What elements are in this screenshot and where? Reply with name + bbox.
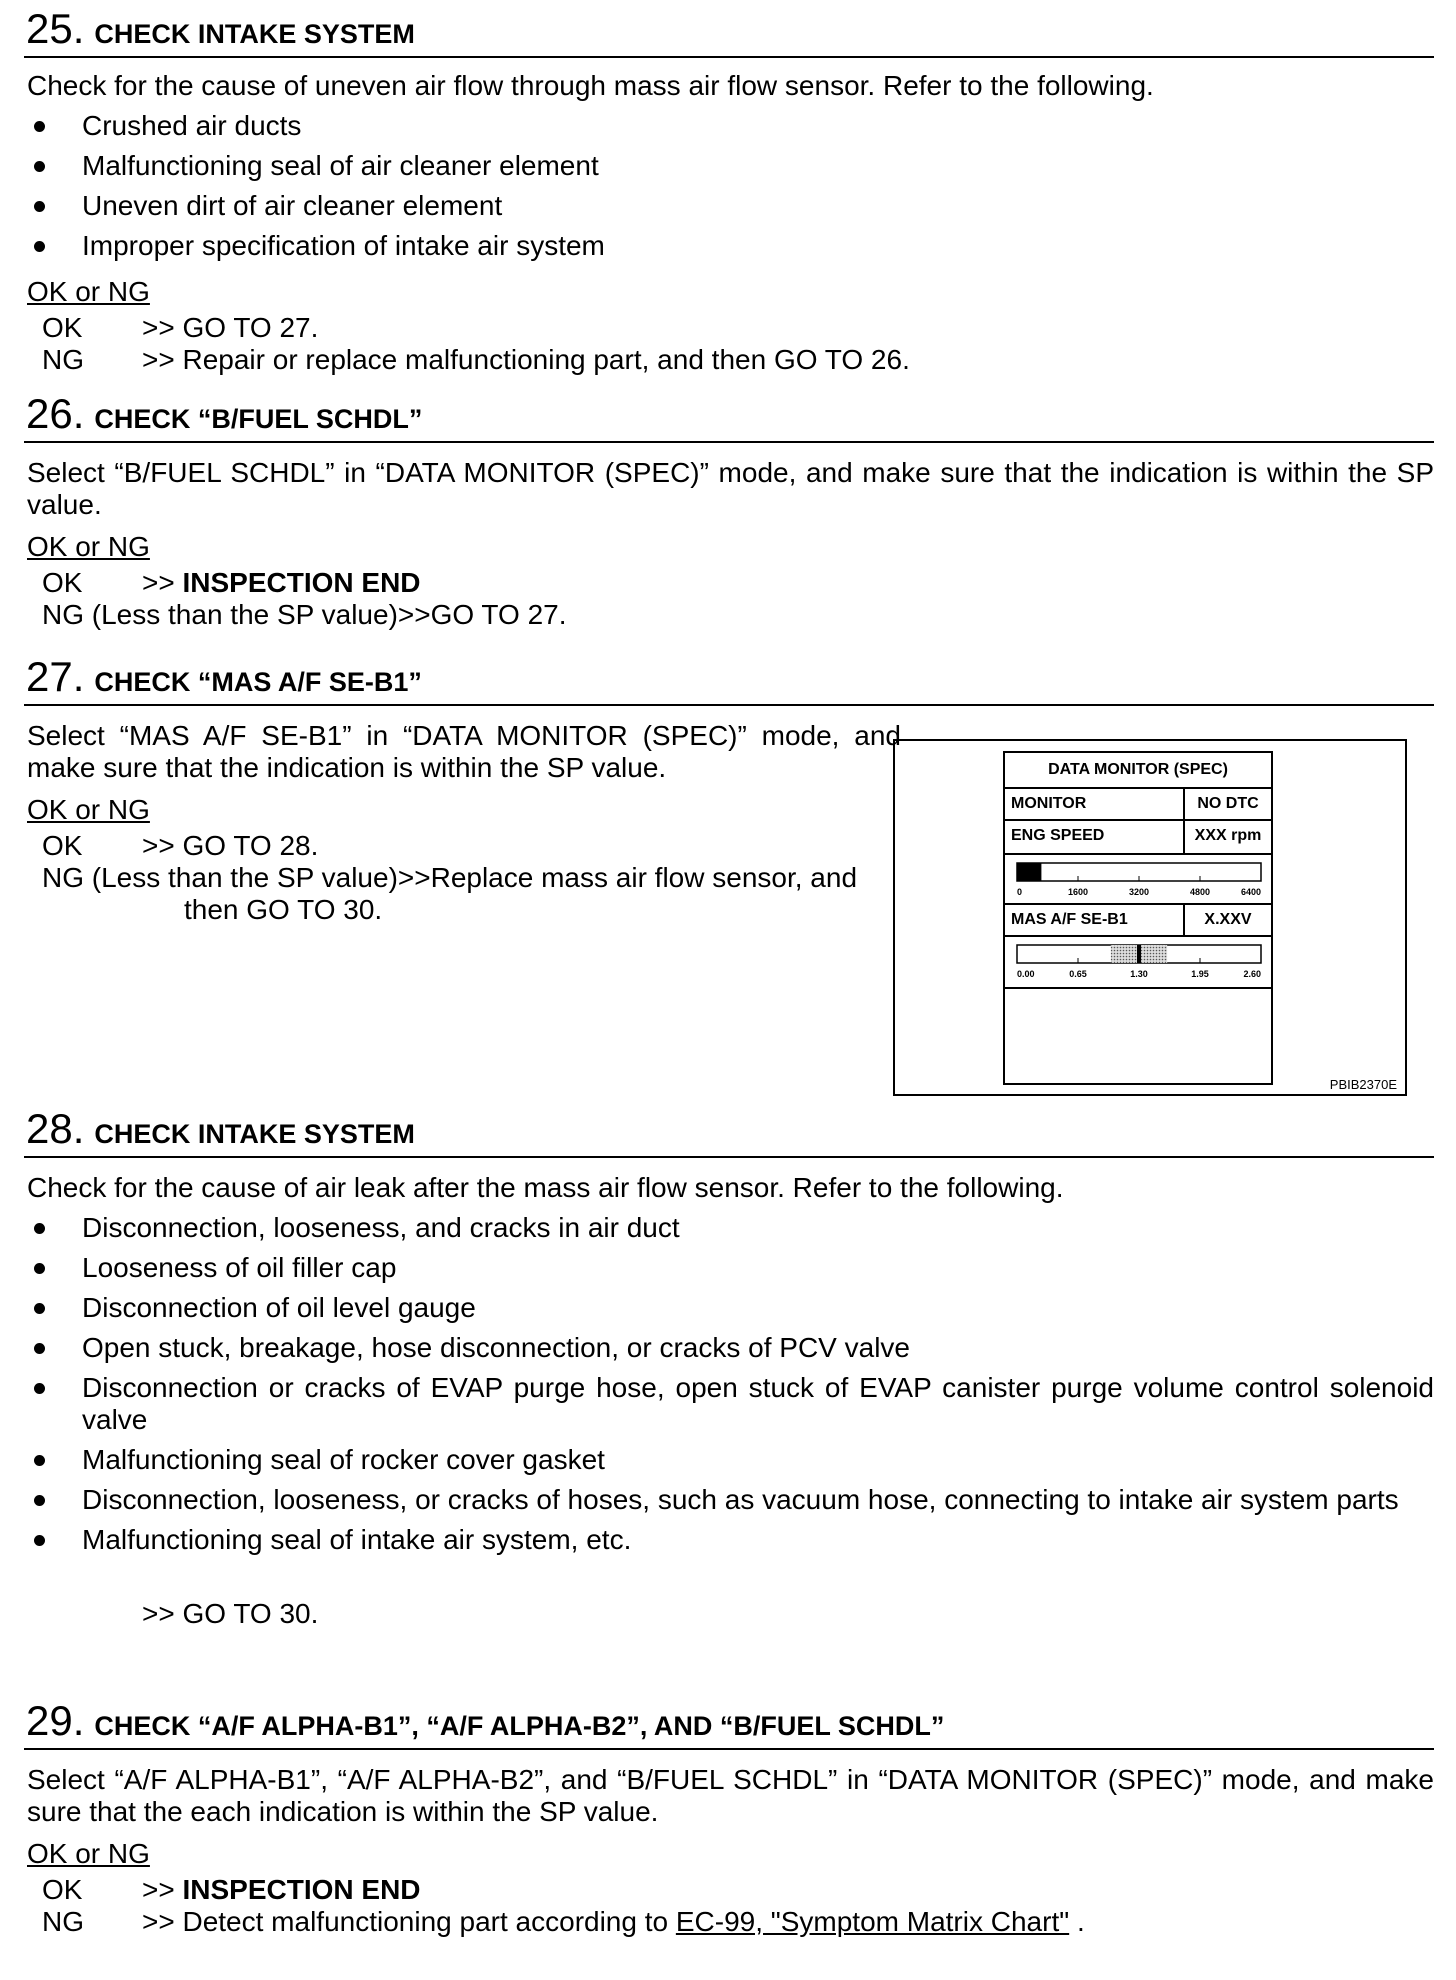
mas-af-gauge <box>1005 937 1271 989</box>
bullet-icon <box>34 1303 45 1314</box>
gauge-tick-label: 1600 <box>1067 887 1089 897</box>
ok-ng-label: OK or NG <box>27 276 150 307</box>
eng-speed-gauge <box>1005 853 1271 905</box>
bullet-icon <box>34 241 45 252</box>
ng-result: NG (Less than the SP value)>>Replace mass air flow sensor, and <box>42 862 858 893</box>
step-intro: Select “B/FUEL SCHDL” in “DATA MONITOR (SPEC)” mode, and make sure that the indication is within the SP value. <box>27 457 1434 520</box>
step-title: CHECK INTAKE SYSTEM <box>94 19 415 49</box>
bullet-icon <box>34 201 45 212</box>
list-item: Open stuck, breakage, hose disconnection, or cracks of PCV valve <box>27 1332 1434 1364</box>
step-25 <box>24 0 1434 376</box>
step-intro: Check for the cause of air leak after the mass air flow sensor. Refer to the following. <box>27 1172 1064 1203</box>
gauge-tick-label: 0.65 <box>1069 969 1087 979</box>
monitor-row: ENG SPEED XXX rpm <box>1005 821 1271 853</box>
bullet-icon <box>34 1223 45 1234</box>
ng-result: NG (Less than the SP value)>>GO TO 27. <box>42 599 567 630</box>
list-item: Malfunctioning seal of rocker cover gasket <box>27 1444 1434 1476</box>
list-item: Looseness of oil filler cap <box>27 1252 1434 1284</box>
step-header <box>24 1692 1434 1750</box>
ok-result: OK >> INSPECTION END <box>42 1874 421 1905</box>
list-item: Crushed air ducts <box>27 110 1434 142</box>
step-header <box>24 648 1434 706</box>
step-number: 29. <box>26 1697 85 1744</box>
step-title: CHECK “A/F ALPHA-B1”, “A/F ALPHA-B2”, AND “B/FUEL SCHDL” <box>94 1711 945 1741</box>
bullet-icon <box>34 1455 45 1466</box>
monitor-header: DATA MONITOR (SPEC) <box>1005 753 1271 789</box>
list-item: Disconnection, looseness, or cracks of hoses, such as vacuum hose, connecting to intake air system parts <box>27 1484 1434 1516</box>
list-item: Disconnection, looseness, and cracks in air duct <box>27 1212 1434 1244</box>
bullet-icon <box>34 121 45 132</box>
list-item: Disconnection or cracks of EVAP purge hose, open stuck of EVAP canister purge volume control solenoid valve <box>27 1372 1434 1436</box>
list-item: Uneven dirt of air cleaner element <box>27 190 1434 222</box>
step-number: 28. <box>26 1105 85 1152</box>
step-title: CHECK “B/FUEL SCHDL” <box>94 404 423 434</box>
ok-ng-label: OK or NG <box>27 531 150 562</box>
step-intro: Check for the cause of uneven air flow through mass air flow sensor. Refer to the following. <box>27 70 1154 101</box>
step-number: 27. <box>26 653 85 700</box>
list-item: Malfunctioning seal of intake air system, etc. <box>27 1524 1434 1556</box>
step-28 <box>24 1100 1434 1630</box>
gauge-tick-label: 4800 <box>1189 887 1211 897</box>
gauge-tick-label: 2.60 <box>1243 969 1261 979</box>
data-monitor-screen <box>1003 751 1273 1085</box>
gauge-tick-label: 0.00 <box>1017 969 1035 979</box>
bullet-icon <box>34 1535 45 1546</box>
list-item: Disconnection of oil level gauge <box>27 1292 1434 1324</box>
step-number: 26. <box>26 390 85 437</box>
step-number: 25. <box>26 5 85 52</box>
monitor-row: MAS A/F SE-B1 X.XXV <box>1005 905 1271 937</box>
ng-result: NG >> Detect malfunctioning part according to EC-99, "Symptom Matrix Chart" . <box>42 1906 1085 1937</box>
step-title: CHECK INTAKE SYSTEM <box>94 1119 415 1149</box>
bullet-icon <box>34 161 45 172</box>
gauge-tick-label: 1.95 <box>1191 969 1209 979</box>
step-header <box>24 385 1434 443</box>
bullet-icon <box>34 1343 45 1354</box>
step-29 <box>24 1692 1434 1938</box>
step-26 <box>24 385 1434 631</box>
gauge-tick-label: 0 <box>1017 887 1023 897</box>
list-item: Malfunctioning seal of air cleaner element <box>27 150 1434 182</box>
monitor-row: MONITOR NO DTC <box>1005 789 1271 821</box>
bullet-icon <box>34 1495 45 1506</box>
data-monitor-figure <box>893 739 1407 1096</box>
goto-result: >> GO TO 30. <box>142 1598 319 1629</box>
symptom-matrix-link[interactable]: EC-99, "Symptom Matrix Chart" <box>675 1906 1070 1937</box>
ok-ng-label: OK or NG <box>27 1838 150 1869</box>
bullet-list <box>27 110 1434 262</box>
step-intro: Select “A/F ALPHA-B1”, “A/F ALPHA-B2”, and “B/FUEL SCHDL” in “DATA MONITOR (SPEC)” mode, and make sure that the each indication is within the SP value. <box>27 1764 1434 1827</box>
gauge-tick-label: 6400 <box>1240 887 1261 897</box>
ng-result: NG >> Repair or replace malfunctioning part, and then GO TO 26. <box>42 344 910 375</box>
step-header <box>24 0 1434 58</box>
bullet-icon <box>34 1263 45 1274</box>
ok-result: OK >> GO TO 28. <box>42 830 319 861</box>
bullet-icon <box>34 1383 45 1394</box>
gauge-fill <box>1017 863 1041 881</box>
ok-result: OK >> GO TO 27. <box>42 312 319 343</box>
step-intro: Select “MAS A/F SE-B1” in “DATA MONITOR (SPEC)” mode, and make sure that the indication is within the SP value. <box>27 720 901 783</box>
ok-result: OK >> INSPECTION END <box>42 567 421 598</box>
gauge-tick-label: 3200 <box>1128 887 1150 897</box>
figure-code: PBIB2370E <box>1329 1077 1397 1092</box>
ng-result-continued: then GO TO 30. <box>184 894 383 925</box>
step-header <box>24 1100 1434 1158</box>
gauge-tick-label: 1.30 <box>1130 969 1148 979</box>
step-title: CHECK “MAS A/F SE-B1” <box>94 667 422 697</box>
bullet-list <box>27 1212 1434 1556</box>
list-item: Improper specification of intake air system <box>27 230 1434 262</box>
ok-ng-label: OK or NG <box>27 794 150 825</box>
